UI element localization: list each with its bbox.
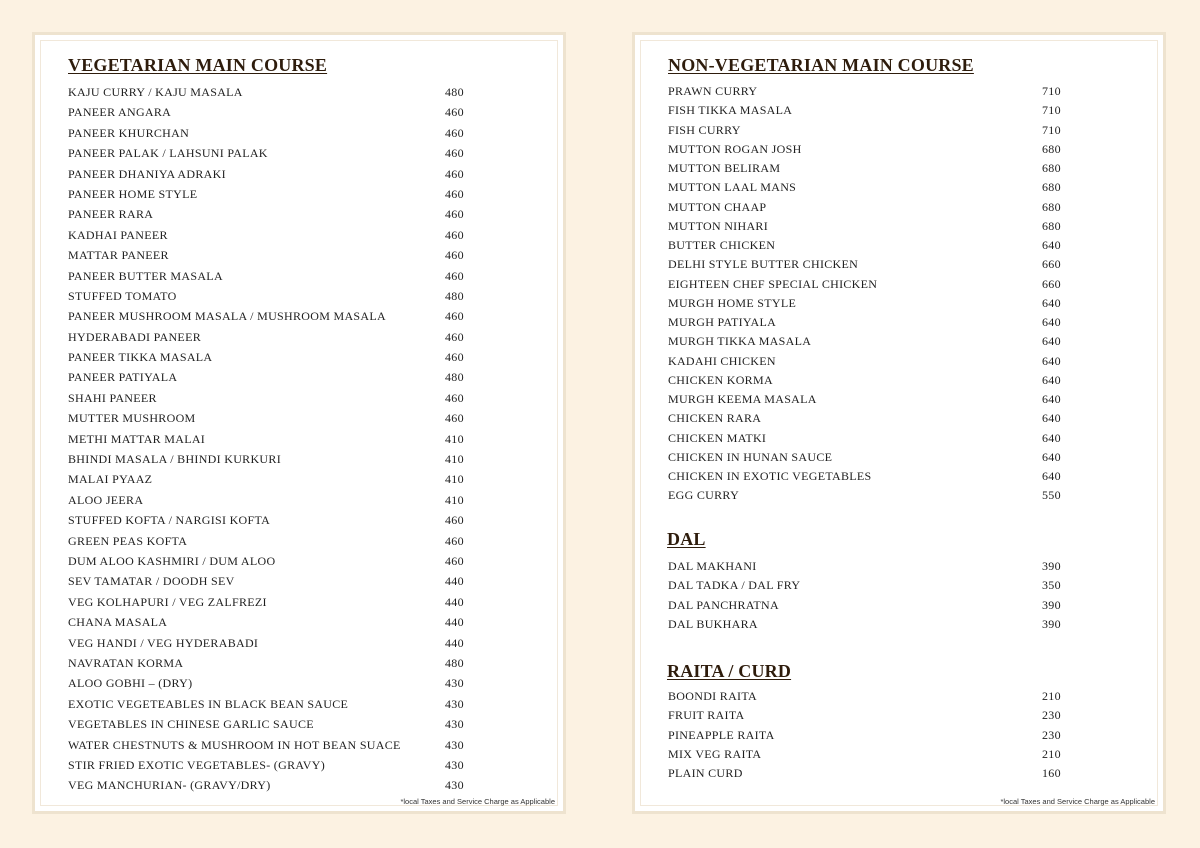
item-price: 410 <box>445 472 464 487</box>
menu-item <box>68 571 475 591</box>
item-price: 710 <box>1042 84 1061 98</box>
menu-item <box>668 706 1072 725</box>
item-name: VEG MANCHURIAN- (GRAVY/DRY) <box>68 778 271 793</box>
menu-item <box>668 217 1072 236</box>
menu-item <box>68 551 475 571</box>
nonveg-menu-page <box>632 32 1166 814</box>
item-name: CHANA MASALA <box>68 615 168 630</box>
item-name: EIGHTEEN CHEF SPECIAL CHICKEN <box>668 276 878 291</box>
menu-item <box>68 429 475 449</box>
item-price: 460 <box>445 411 464 426</box>
item-name: DAL BUKHARA <box>668 616 758 631</box>
menu-item <box>68 225 475 245</box>
item-name: STUFFED TOMATO <box>68 288 177 303</box>
item-price: 460 <box>445 248 464 263</box>
item-name: CHICKEN IN EXOTIC VEGETABLES <box>668 469 872 483</box>
item-name: PINEAPPLE RAITA <box>668 727 775 742</box>
item-price: 640 <box>1042 334 1061 349</box>
item-price: 460 <box>445 227 464 242</box>
item-name: MURGH PATIYALA <box>668 315 777 329</box>
item-price: 640 <box>1042 295 1061 310</box>
menu-item <box>68 633 475 653</box>
item-price: 430 <box>445 757 464 772</box>
item-price: 210 <box>1042 689 1061 703</box>
menu-item <box>668 313 1072 332</box>
item-name: VEG KOLHAPURI / VEG ZALFREZI <box>68 594 267 609</box>
item-name: DAL TADKA / DAL FRY <box>668 578 801 593</box>
item-name: KAJU CURRY / KAJU MASALA <box>68 85 243 99</box>
menu-item <box>668 178 1072 197</box>
menu-item <box>668 596 1072 615</box>
menu-item <box>668 486 1072 505</box>
menu-item <box>68 490 475 510</box>
item-price: 230 <box>1042 708 1061 723</box>
item-name: EGG CURRY <box>668 488 740 503</box>
menu-item <box>68 735 475 755</box>
menu-item <box>68 123 475 143</box>
footnote: *local Taxes and Service Charge as Applicable <box>1000 797 1155 806</box>
item-price: 640 <box>1042 430 1061 445</box>
item-price: 390 <box>1042 616 1061 631</box>
item-price: 480 <box>445 288 464 303</box>
item-name: MUTTON BELIRAM <box>668 161 781 175</box>
menu-item <box>668 101 1072 120</box>
item-name: PANEER PATIYALA <box>68 370 178 385</box>
item-price: 460 <box>445 268 464 283</box>
item-name: MATTAR PANEER <box>68 248 169 263</box>
item-name: PANEER DHANIYA ADRAKI <box>68 166 226 181</box>
item-name: PRAWN CURRY <box>668 84 758 98</box>
menu-item <box>668 236 1072 255</box>
item-name: CHICKEN IN HUNAN SAUCE <box>668 449 833 464</box>
item-name: WATER CHESTNUTS & MUSHROOM IN HOT BEAN SUACE <box>68 737 401 752</box>
menu-item <box>668 390 1072 409</box>
menu-item <box>68 531 475 551</box>
item-name: HYDERABADI PANEER <box>68 329 201 344</box>
item-price: 410 <box>445 492 464 507</box>
section-title: VEGETARIAN MAIN COURSE <box>68 55 328 75</box>
item-name: FRUIT RAITA <box>668 708 745 723</box>
item-price: 390 <box>1042 559 1061 573</box>
item-name: PANEER HOME STYLE <box>68 186 198 201</box>
item-price: 680 <box>1042 180 1061 195</box>
item-name: MUTTON CHAAP <box>668 199 767 214</box>
menu-list <box>668 557 1072 634</box>
item-price: 460 <box>445 186 464 201</box>
veg-menu-page <box>32 32 566 814</box>
item-name: KADAHI CHICKEN <box>668 353 776 368</box>
item-price: 640 <box>1042 392 1061 406</box>
menu-item <box>68 266 475 286</box>
item-name: VEGETABLES IN CHINESE GARLIC SAUCE <box>68 717 314 732</box>
menu-item <box>668 429 1072 448</box>
menu-item <box>68 102 475 122</box>
item-name: MURGH HOME STYLE <box>668 295 797 310</box>
menu-item <box>68 164 475 184</box>
item-price: 710 <box>1042 122 1061 137</box>
menu-item <box>668 448 1072 467</box>
item-price: 640 <box>1042 469 1061 483</box>
item-price: 460 <box>445 309 464 324</box>
menu-item <box>68 694 475 714</box>
menu-list <box>668 82 1072 506</box>
menu-item <box>68 775 475 795</box>
item-name: ALOO GOBHI – (DRY) <box>68 676 193 691</box>
item-price: 440 <box>445 635 464 650</box>
item-price: 640 <box>1042 238 1061 252</box>
item-price: 640 <box>1042 411 1061 426</box>
item-price: 460 <box>445 350 464 365</box>
menu-item <box>668 764 1072 783</box>
menu-item <box>68 204 475 224</box>
item-name: MURGH TIKKA MASALA <box>668 334 812 349</box>
item-price: 460 <box>445 329 464 344</box>
menu-item <box>668 615 1072 634</box>
menu-item <box>668 82 1072 101</box>
item-name: MUTTON LAAL MANS <box>668 180 797 195</box>
item-price: 480 <box>445 85 464 99</box>
item-name: KADHAI PANEER <box>68 227 168 242</box>
section-title: RAITA / CURD <box>667 661 792 681</box>
item-price: 440 <box>445 594 464 609</box>
item-name: MUTTON ROGAN JOSH <box>668 141 802 156</box>
item-name: BUTTER CHICKEN <box>668 238 776 252</box>
menu-item <box>68 469 475 489</box>
item-price: 460 <box>445 125 464 140</box>
item-price: 710 <box>1042 103 1061 118</box>
menu-item <box>668 687 1072 706</box>
section-title: DAL <box>667 529 706 549</box>
item-name: PANEER KHURCHAN <box>68 125 190 140</box>
item-name: MUTTON NIHARI <box>668 218 769 233</box>
menu-item <box>668 467 1072 486</box>
item-price: 410 <box>445 452 464 467</box>
footnote: *local Taxes and Service Charge as Applicable <box>400 797 555 806</box>
item-price: 550 <box>1042 488 1061 503</box>
item-name: FISH CURRY <box>668 122 741 137</box>
item-price: 460 <box>445 553 464 568</box>
item-name: ALOO JEERA <box>68 492 144 507</box>
menu-list <box>668 687 1072 783</box>
menu-item <box>668 332 1072 351</box>
item-price: 480 <box>445 655 464 670</box>
item-name: CHICKEN KORMA <box>668 372 773 387</box>
item-name: PANEER RARA <box>68 207 154 222</box>
menu-item <box>68 510 475 530</box>
item-price: 680 <box>1042 199 1061 214</box>
item-name: NAVRATAN KORMA <box>68 655 184 670</box>
item-price: 230 <box>1042 727 1061 742</box>
item-price: 460 <box>445 105 464 120</box>
item-price: 430 <box>445 696 464 711</box>
item-price: 460 <box>445 166 464 181</box>
menu-item <box>68 592 475 612</box>
item-name: BOONDI RAITA <box>668 689 757 703</box>
menu-item <box>68 347 475 367</box>
item-name: MIX VEG RAITA <box>668 746 762 761</box>
item-price: 480 <box>445 370 464 385</box>
menu-item <box>668 726 1072 745</box>
item-name: PANEER BUTTER MASALA <box>68 268 223 283</box>
menu-item <box>668 121 1072 140</box>
item-price: 680 <box>1042 161 1061 175</box>
item-price: 410 <box>445 431 464 446</box>
item-price: 460 <box>445 390 464 405</box>
item-name: PLAIN CURD <box>668 766 743 780</box>
menu-item <box>68 755 475 775</box>
item-name: CHICKEN MATKI <box>668 430 767 445</box>
menu-item <box>668 275 1072 294</box>
menu-item <box>68 184 475 204</box>
item-name: STUFFED KOFTA / NARGISI KOFTA <box>68 513 271 528</box>
item-price: 660 <box>1042 276 1061 291</box>
item-name: DELHI STYLE BUTTER CHICKEN <box>668 257 859 272</box>
item-price: 430 <box>445 778 464 793</box>
item-price: 440 <box>445 574 464 589</box>
menu-item <box>668 371 1072 390</box>
item-price: 640 <box>1042 315 1061 329</box>
item-price: 640 <box>1042 372 1061 387</box>
item-name: MALAI PYAAZ <box>68 472 153 487</box>
item-name: DAL PANCHRATNA <box>668 597 779 612</box>
menu-item <box>668 409 1072 428</box>
item-price: 460 <box>445 207 464 222</box>
item-price: 440 <box>445 615 464 630</box>
item-price: 390 <box>1042 597 1061 612</box>
item-name: STIR FRIED EXOTIC VEGETABLES- (GRAVY) <box>68 757 326 772</box>
menu-item <box>68 286 475 306</box>
menu-item <box>68 82 475 102</box>
item-price: 460 <box>445 513 464 528</box>
menu-item <box>668 198 1072 217</box>
menu-item <box>668 255 1072 274</box>
item-name: DUM ALOO KASHMIRI / DUM ALOO <box>68 553 276 568</box>
item-name: PANEER PALAK / LAHSUNI PALAK <box>68 146 268 161</box>
item-price: 640 <box>1042 353 1061 368</box>
menu-item <box>68 306 475 326</box>
item-name: GREEN PEAS KOFTA <box>68 533 188 548</box>
item-name: VEG HANDI / VEG HYDERABADI <box>68 635 259 650</box>
item-name: METHI MATTAR MALAI <box>68 431 206 446</box>
item-name: DAL MAKHANI <box>668 559 757 573</box>
menu-item <box>68 408 475 428</box>
item-price: 460 <box>445 533 464 548</box>
item-name: SEV TAMATAR / DOODH SEV <box>68 574 235 589</box>
menu-item <box>68 673 475 693</box>
menu-list <box>68 82 475 796</box>
item-name: PANEER ANGARA <box>68 105 172 120</box>
item-name: CHICKEN RARA <box>668 411 762 426</box>
item-price: 430 <box>445 717 464 732</box>
item-name: BHINDI MASALA / BHINDI KURKURI <box>68 452 281 467</box>
menu-item <box>68 327 475 347</box>
menu-item <box>68 388 475 408</box>
menu-item <box>68 714 475 734</box>
item-price: 430 <box>445 737 464 752</box>
item-price: 160 <box>1042 766 1061 780</box>
item-price: 210 <box>1042 746 1061 761</box>
menu-item <box>668 352 1072 371</box>
item-price: 680 <box>1042 141 1061 156</box>
menu-item <box>668 557 1072 576</box>
menu-item <box>68 612 475 632</box>
item-price: 680 <box>1042 218 1061 233</box>
item-name: EXOTIC VEGETEABLES IN BLACK BEAN SAUCE <box>68 696 349 711</box>
menu-item <box>668 159 1072 178</box>
item-name: MUTTER MUSHROOM <box>68 411 196 426</box>
item-name: MURGH KEEMA MASALA <box>668 392 817 406</box>
item-price: 350 <box>1042 578 1061 593</box>
menu-item <box>68 653 475 673</box>
item-price: 430 <box>445 676 464 691</box>
menu-item <box>68 367 475 387</box>
item-name: PANEER TIKKA MASALA <box>68 350 213 365</box>
item-price: 640 <box>1042 449 1061 464</box>
item-price: 660 <box>1042 257 1061 272</box>
item-name: FISH TIKKA MASALA <box>668 103 793 118</box>
item-name: SHAHI PANEER <box>68 390 157 405</box>
menu-item <box>68 449 475 469</box>
menu-item <box>668 576 1072 595</box>
section-title: NON-VEGETARIAN MAIN COURSE <box>668 55 974 75</box>
menu-item <box>668 745 1072 764</box>
menu-item <box>68 245 475 265</box>
menu-item <box>668 294 1072 313</box>
menu-item <box>668 140 1072 159</box>
item-name: PANEER MUSHROOM MASALA / MUSHROOM MASALA <box>68 309 386 324</box>
menu-item <box>68 143 475 163</box>
item-price: 460 <box>445 146 464 161</box>
